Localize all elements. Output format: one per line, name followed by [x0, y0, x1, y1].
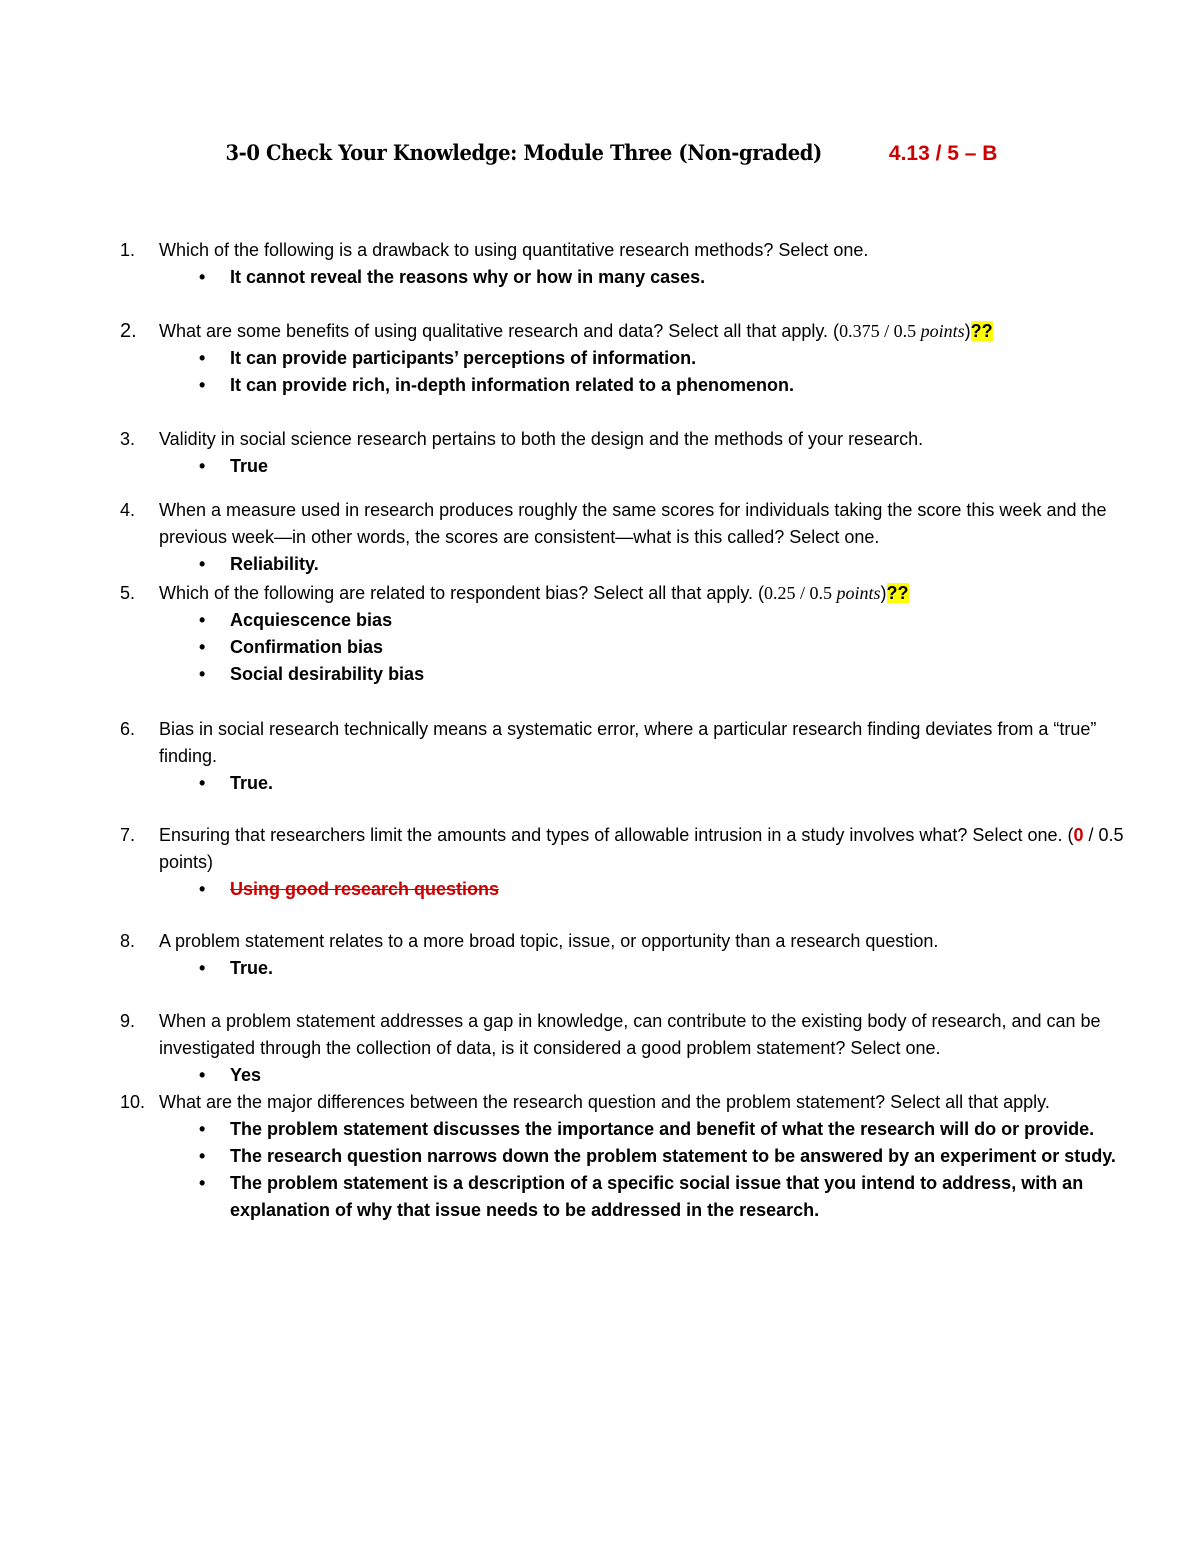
question-10 — [120, 1089, 1130, 1224]
question-1 — [120, 237, 1130, 291]
answer-item: • Yes — [120, 1062, 1130, 1089]
bullet-icon: • — [199, 610, 206, 630]
score-earned: 0.375 — [839, 321, 880, 341]
question-text: Ensuring that researchers limit the amounts and types of allowable intrusion in a study involves what? Select one. (0 / 0.5 points) — [159, 825, 1124, 872]
answer-list — [120, 1116, 1130, 1224]
answer-item: • True. — [120, 955, 1130, 982]
answer-item: • Confirmation bias — [120, 634, 1130, 661]
question-number: 6. — [120, 719, 136, 739]
question-8 — [120, 928, 1130, 982]
question-7 — [120, 822, 1130, 903]
answer-item: • It can provide participants’ perceptions of information. — [120, 345, 1130, 372]
question-text: Which of the following is a drawback to using quantitative research methods? Select one. — [159, 240, 869, 260]
question-text: Bias in social research technically means a systematic error, where a particular research finding deviates from a “true” finding. — [159, 719, 1097, 766]
question-text: What are the major differences between the research question and the problem statement? Select all that apply. — [159, 1092, 1050, 1112]
answer-list — [120, 876, 1130, 903]
page-title: 3-0 Check Your Knowledge: Module Three (Non-graded) — [224, 140, 822, 165]
answer-item: • True — [120, 453, 1130, 480]
bullet-icon: • — [199, 375, 206, 395]
header — [0, 140, 1200, 166]
answer-item: • The problem statement is a description of a specific social issue that you intend to address, with an explanation of why that issue needs to be addressed in the research. — [120, 1170, 1130, 1224]
question-number: 10. — [120, 1092, 146, 1112]
answer-item: • It cannot reveal the reasons why or how in many cases. — [120, 264, 1130, 291]
answer-list — [120, 453, 1130, 480]
answer-item: • Social desirability bias — [120, 661, 1130, 688]
answer-list — [120, 551, 1130, 578]
question-number: 7. — [120, 825, 136, 845]
answer-list — [120, 264, 1130, 291]
overall-score: 4.13 / 5 – B — [888, 142, 998, 165]
answer-list — [120, 345, 1130, 399]
score-earned: 0.25 — [764, 583, 796, 603]
question-number: 2. — [120, 320, 137, 342]
answer-list — [120, 770, 1130, 797]
question-number: 1. — [120, 240, 136, 260]
score-unit: points — [920, 321, 965, 341]
question-text: Which of the following are related to respondent bias? Select all that apply. (0.25 / 0.5 points)?? — [159, 583, 909, 603]
question-number: 9. — [120, 1011, 136, 1031]
answer-item: • True. — [120, 770, 1130, 797]
bullet-icon: • — [199, 637, 206, 657]
question-text: Validity in social science research pertains to both the design and the methods of your research. — [159, 429, 924, 449]
question-text: When a measure used in research produces roughly the same scores for individuals taking the score this week and the previous week—in other words, the scores are consistent—what is this called? Select one. — [159, 500, 1107, 547]
question-3 — [120, 426, 1130, 480]
question-4 — [120, 497, 1130, 578]
bullet-icon: • — [199, 267, 206, 287]
question-text: When a problem statement addresses a gap in knowledge, can contribute to the existing body of research, and can be investigated through the collection of data, is it considered a good problem statement? Select one. — [159, 1011, 1101, 1058]
bullet-icon: • — [199, 879, 206, 899]
answer-item-incorrect: • Using good research questions — [120, 876, 1130, 903]
question-5 — [120, 580, 1130, 688]
question-6 — [120, 716, 1130, 797]
answer-item: • The research question narrows down the problem statement to be answered by an experiment or study. — [120, 1143, 1130, 1170]
bullet-icon: • — [199, 1173, 206, 1193]
question-9 — [120, 1008, 1130, 1089]
question-text: A problem statement relates to a more broad topic, issue, or opportunity than a research question. — [159, 931, 939, 951]
score-unit: points — [836, 583, 881, 603]
bullet-icon: • — [199, 1119, 206, 1139]
question-number: 5. — [120, 583, 136, 603]
score-earned: 0 — [1073, 825, 1084, 845]
answer-list — [120, 955, 1130, 982]
bullet-icon: • — [199, 348, 206, 368]
bullet-icon: • — [199, 456, 206, 476]
bullet-icon: • — [199, 554, 206, 574]
question-number: 8. — [120, 931, 136, 951]
bullet-icon: • — [199, 958, 206, 978]
answer-item: • Reliability. — [120, 551, 1130, 578]
bullet-icon: • — [199, 773, 206, 793]
question-number: 3. — [120, 429, 136, 449]
answer-list — [120, 1062, 1130, 1089]
bullet-icon: • — [199, 664, 206, 684]
question-2 — [120, 318, 1130, 399]
answer-list — [120, 607, 1130, 688]
question-number: 4. — [120, 500, 136, 520]
answer-item: • Acquiescence bias — [120, 607, 1130, 634]
answer-item: • The problem statement discusses the importance and benefit of what the research will do or provide. — [120, 1116, 1130, 1143]
answer-item: • It can provide rich, in-depth information related to a phenomenon. — [120, 372, 1130, 399]
bullet-icon: • — [199, 1065, 206, 1085]
review-flag: ?? — [886, 583, 909, 603]
review-flag: ?? — [970, 321, 993, 341]
bullet-icon: • — [199, 1146, 206, 1166]
question-text: What are some benefits of using qualitative research and data? Select all that apply. (0.375 / 0.5 points)?? — [159, 321, 993, 341]
